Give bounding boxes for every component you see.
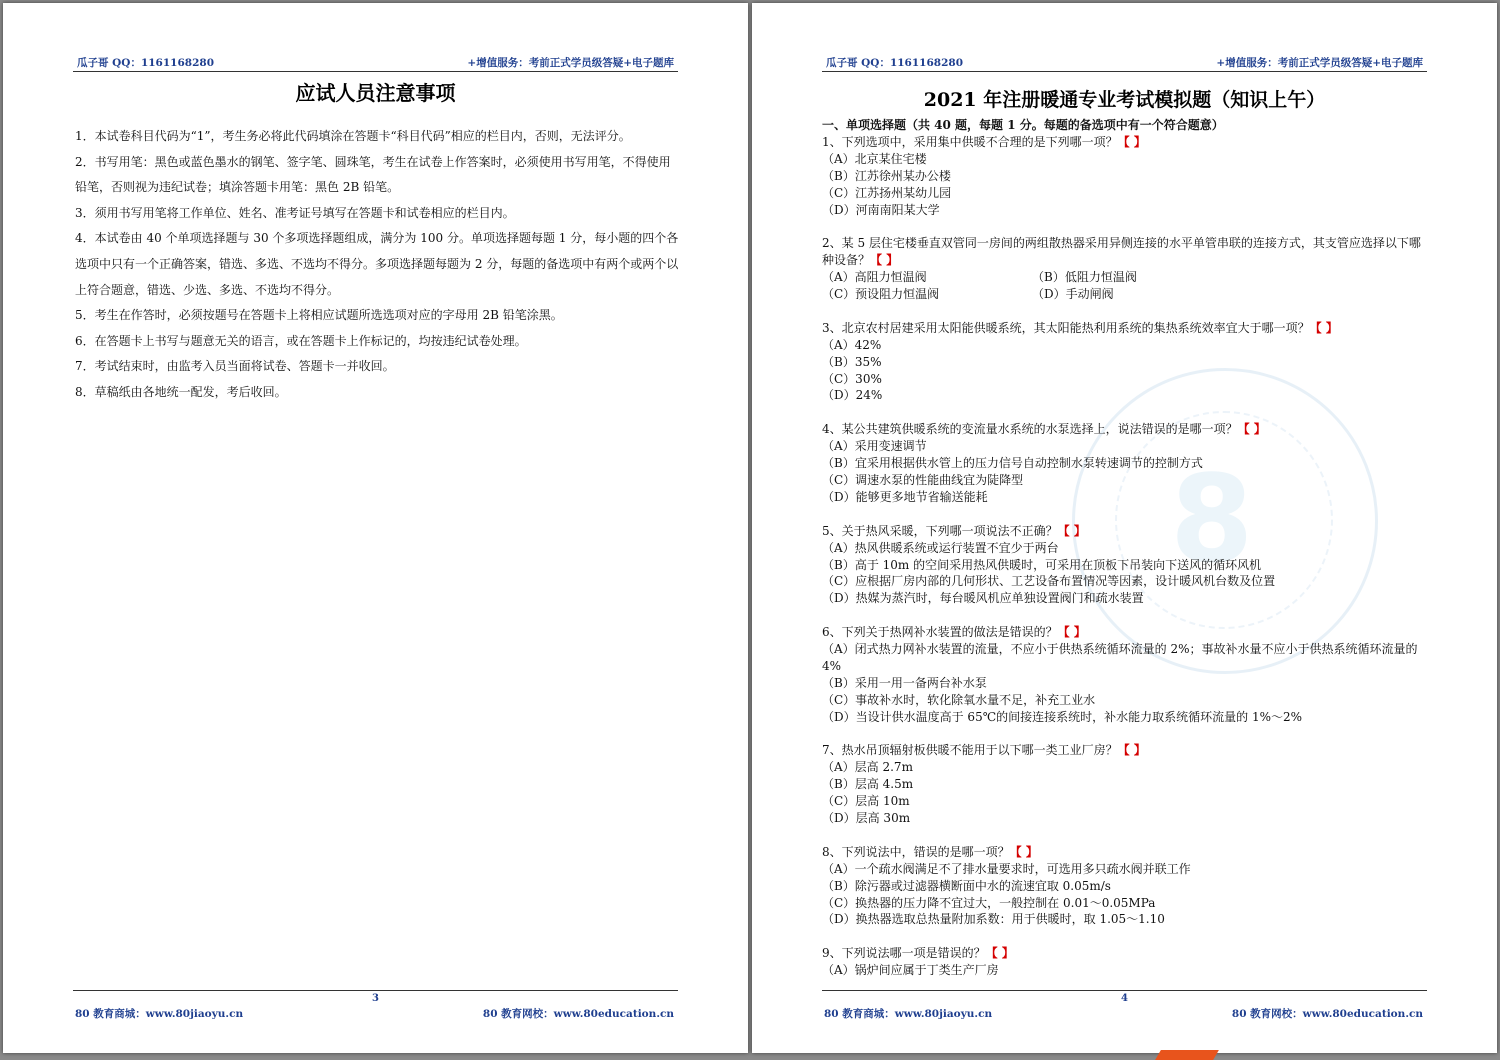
footer-rule [822, 990, 1427, 991]
option-a: （A）锅炉间应属于丁类生产厂房 [822, 963, 999, 978]
option-d: （D）当设计供水温度高于 65℃的间接连接系统时，补水能力取系统循环流量的 1%～2% [822, 709, 1303, 724]
question-text: 6、下列关于热网补水装置的做法是错误的？ [822, 625, 1058, 640]
option-c: （C）层高 10m [822, 794, 910, 809]
option-b: （B）层高 4.5m [822, 777, 914, 792]
question-text: 8、下列说法中，错误的是哪一项？ [822, 844, 1010, 859]
question-1 [822, 134, 1428, 219]
watermark-logo: 8 [1072, 368, 1378, 674]
question-text: 1、下列选项中，采用集中供暖不合理的是下列哪一项？ [822, 134, 1118, 149]
answer-bracket: 【 】 [1057, 523, 1086, 538]
page-number: 4 [1121, 993, 1128, 1004]
note-item: 4．本试卷由 40 个单项选择题与 30 个多项选择题组成，满分为 100 分。单项选择题每题 1 分，每小题的四个各选项中只有一个正确答案，错选、多选、不选均不得分。多项选择题每题为 2 分，每题的备选项中有两个或两个以上符合题意，错选、少选、多选、不选均不得分。 [75, 231, 679, 297]
option-c: （C）应根据厂房内部的几何形状、工艺设备布置情况等因素，设计暖风机台数及位置 [822, 574, 1276, 589]
option-c: （C）预设阻力恒温阀 [822, 287, 940, 302]
left-page [3, 3, 748, 1053]
header-contact: 瓜子哥 QQ：1161168280 [77, 57, 215, 69]
option-c: （C）江苏扬州某幼儿园 [822, 185, 952, 200]
notes-list [75, 124, 680, 406]
option-d: （D）换热器选取总热量附加系数：用于供暖时，取 1.05～1.10 [822, 912, 1165, 927]
answer-bracket: 【 】 [1057, 625, 1086, 640]
option-d: （D）手动闸阀 [1032, 287, 1114, 302]
option-c: （C）30% [822, 371, 882, 386]
option-d: （D）24% [822, 388, 883, 403]
header-contact: 瓜子哥 QQ：1161168280 [826, 57, 964, 69]
answer-bracket: 【 】 [985, 946, 1014, 961]
header-rule [73, 71, 678, 72]
footer-school-link[interactable]: 80 教育网校：www.80education.cn [1231, 1008, 1423, 1020]
exam-title: 2021 年注册暖通专业考试模拟题（知识上午） [923, 89, 1326, 111]
footer-shop-link[interactable]: 80 教育商城：www.80jiaoyu.cn [824, 1008, 993, 1020]
right-page [752, 3, 1497, 1053]
header-service: +增值服务：考前正式学员级答疑+电子题库 [1216, 57, 1423, 69]
option-c: （C）调速水泵的性能曲线宜为陡降型 [822, 472, 1024, 487]
question-3 [822, 320, 1428, 405]
page-title: 应试人员注意事项 [295, 81, 456, 105]
answer-bracket: 【 】 [1237, 422, 1266, 437]
note-item: 6．在答题卡上书写与题意无关的语言，或在答题卡上作标记的，均按违纪试卷处理。 [75, 333, 527, 348]
note-item: 1．本试卷科目代码为“1”，考生务必将此代码填涂在答题卡“科目代码”相应的栏目内，否则，无法评分。 [75, 129, 631, 143]
option-c: （C）换热器的压力降不宜过大，一般控制在 0.01～0.05MPa [822, 895, 1156, 910]
question-9 [822, 945, 1428, 979]
option-a: （A）42% [822, 337, 882, 352]
page-number: 3 [372, 993, 379, 1004]
note-item: 7．考试结束时，由监考入员当面将试卷、答题卡一并收回。 [75, 359, 395, 374]
question-text: 3、北京农村居建采用太阳能供暖系统，其太阳能热利用系统的集热系统效率宜大于哪一项？ [822, 320, 1310, 335]
option-d: （D）河南南阳某大学 [822, 202, 940, 217]
question-2 [822, 235, 1428, 303]
exam-body [822, 117, 1428, 996]
answer-bracket: 【 】 [1117, 743, 1146, 758]
option-a: （A）高阻力恒温阀 [822, 270, 927, 285]
option-d: （D）层高 30m [822, 811, 911, 826]
corner-tab [1155, 1050, 1219, 1060]
note-item: 3．须用书写用笔将工作单位、姓名、准考证号填写在答题卡和试卷相应的栏目内。 [75, 205, 515, 220]
question-text: 7、热水吊顶辐射板供暖不能用于以下哪一类工业厂房？ [822, 743, 1118, 758]
question-text: 2、某 5 层住宅楼垂直双管同一房间的两组散热器采用异侧连接的水平单管串联的连接方式，其支管应选择以下哪种设备？ [822, 236, 1421, 268]
option-b: （B）除污器或过滤器横断面中水的流速宜取 0.05m/s [822, 878, 1111, 893]
header-service: +增值服务：考前正式学员级答疑+电子题库 [467, 57, 674, 69]
answer-bracket: 【 】 [870, 253, 899, 268]
question-6 [822, 624, 1428, 725]
question-8 [822, 844, 1428, 929]
question-5 [822, 523, 1428, 608]
question-text: 4、某公共建筑供暖系统的变流量水系统的水泵选择上，说法错误的是哪一项？ [822, 422, 1238, 437]
note-item: 8．草稿纸由各地统一配发，考后收回。 [75, 384, 287, 399]
option-a: （A）一个疏水阀满足不了排水量要求时，可选用多只疏水阀并联工作 [822, 861, 1191, 876]
option-c: （C）事故补水时，软化除氧水量不足，补充工业水 [822, 692, 1096, 707]
option-a: （A）采用变速调节 [822, 439, 927, 454]
footer-school-link[interactable]: 80 教育网校：www.80education.cn [482, 1008, 674, 1020]
section-heading: 一、单项选择题（共 40 题，每题 1 分。每题的备选项中有一个符合题意） [822, 118, 1224, 132]
header-rule [822, 71, 1427, 72]
option-b: （B）采用一用一备两台补水泵 [822, 675, 987, 690]
option-a: （A）热风供暖系统或运行装置不宜少于两台 [822, 540, 1059, 555]
option-a: （A）北京某住宅楼 [822, 151, 927, 166]
option-d: （D）热媒为蒸汽时，每台暖风机应单独设置阀门和疏水装置 [822, 591, 1144, 606]
note-item: 2．书写用笔：黑色或蓝色墨水的钢笔、签字笔、圆珠笔，考生在试卷上作答案时，必须使用书写用笔，不得使用铅笔，否则视为违纪试卷；填涂答题卡用笔：黑色 2B 铅笔。 [75, 154, 671, 195]
answer-bracket: 【 】 [1009, 844, 1038, 859]
option-a: （A）闭式热力网补水装置的流量，不应小于供热系统循环流量的 2%；事故补水量不应小于供热系统循环流量的 4% [822, 642, 1418, 673]
option-b: （B）高于 10m 的空间采用热风供暖时，可采用在顶板下吊装向下送风的循环风机 [822, 557, 1262, 572]
option-b: （B）江苏徐州某办公楼 [822, 168, 951, 183]
footer-rule [73, 990, 678, 991]
question-4 [822, 421, 1428, 506]
question-text: 9、下列说法哪一项是错误的？ [822, 946, 986, 961]
option-a: （A）层高 2.7m [822, 760, 913, 775]
note-item: 5．考生在作答时，必须按题号在答题卡上将相应试题所选选项对应的字母用 2B 铅笔涂黑。 [75, 308, 563, 323]
question-7 [822, 742, 1428, 827]
question-text: 5、关于热风采暖，下列哪一项说法不正确？ [822, 523, 1058, 538]
option-b: （B）宜采用根据供水管上的压力信号自动控制水泵转速调节的控制方式 [822, 456, 1203, 471]
option-b: （B）35% [822, 354, 882, 369]
option-d: （D）能够更多地节省输送能耗 [822, 489, 988, 504]
answer-bracket: 【 】 [1309, 320, 1338, 335]
option-b: （B）低阻力恒温阀 [1032, 270, 1137, 285]
footer-shop-link[interactable]: 80 教育商城：www.80jiaoyu.cn [75, 1008, 244, 1020]
answer-bracket: 【 】 [1117, 134, 1146, 149]
